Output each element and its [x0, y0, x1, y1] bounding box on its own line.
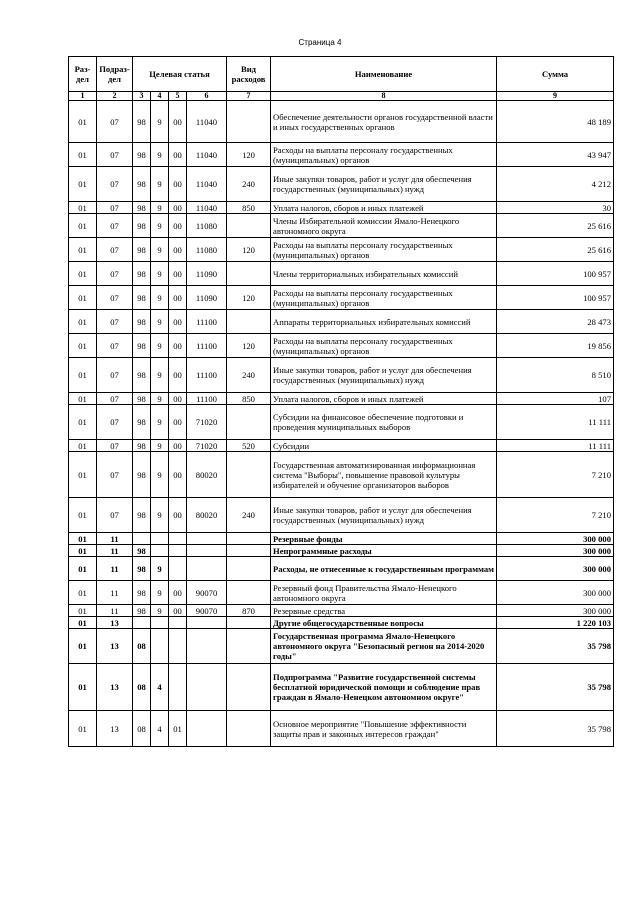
target-part3-cell: 00	[169, 393, 187, 405]
target-part4-cell: 11040	[187, 143, 227, 167]
target-part4-cell	[187, 557, 227, 581]
podrazdel-cell: 07	[97, 286, 133, 310]
target-part3-cell	[169, 533, 187, 545]
target-part1-cell	[133, 617, 151, 629]
target-part2-cell: 9	[151, 238, 169, 262]
sum-cell: 19 856	[497, 334, 614, 358]
target-part1-cell: 98	[133, 498, 151, 533]
table-row	[69, 358, 614, 393]
vid-cell	[227, 533, 271, 545]
podrazdel-cell: 07	[97, 498, 133, 533]
header-sum: Сумма	[497, 57, 614, 92]
target-part1-cell: 98	[133, 143, 151, 167]
target-part4-cell: 11090	[187, 286, 227, 310]
sum-cell: 100 957	[497, 262, 614, 286]
table-row	[69, 393, 614, 405]
target-part1-cell: 98	[133, 334, 151, 358]
header-razdel: Раз-дел	[69, 57, 97, 92]
sum-cell: 35 798	[497, 629, 614, 664]
name-cell: Расходы на выплаты персоналу государственных (муниципальных) органов	[271, 143, 497, 167]
table-row	[69, 143, 614, 167]
target-part2-cell: 9	[151, 143, 169, 167]
razdel-cell: 01	[69, 358, 97, 393]
name-cell: Подпрограмма "Развитие государственной системы бесплатной юридической помощи и соблюдение прав граждан в Ямало-Ненецком автономном округе"	[271, 664, 497, 711]
podrazdel-cell: 13	[97, 629, 133, 664]
podrazdel-cell: 07	[97, 101, 133, 143]
vid-cell	[227, 617, 271, 629]
target-part4-cell: 11040	[187, 202, 227, 214]
vid-cell	[227, 664, 271, 711]
sum-cell: 11 111	[497, 440, 614, 452]
target-part1-cell: 98	[133, 202, 151, 214]
vid-cell: 850	[227, 393, 271, 405]
budget-table	[68, 56, 614, 747]
col-number: 5	[169, 92, 187, 101]
header-podrazdel: Подраз-дел	[97, 57, 133, 92]
sum-cell: 107	[497, 393, 614, 405]
sum-cell: 25 616	[497, 214, 614, 238]
target-part1-cell: 98	[133, 452, 151, 498]
table-row	[69, 167, 614, 202]
vid-cell	[227, 545, 271, 557]
razdel-cell: 01	[69, 334, 97, 358]
target-part1-cell: 98	[133, 214, 151, 238]
target-part2-cell: 9	[151, 167, 169, 202]
sum-cell: 30	[497, 202, 614, 214]
name-cell: Расходы на выплаты персоналу государственных (муниципальных) органов	[271, 238, 497, 262]
podrazdel-cell: 07	[97, 214, 133, 238]
page-label: Страница 4	[298, 38, 342, 47]
razdel-cell: 01	[69, 581, 97, 605]
target-part4-cell: 11090	[187, 262, 227, 286]
table-row	[69, 334, 614, 358]
razdel-cell: 01	[69, 262, 97, 286]
target-part1-cell: 98	[133, 310, 151, 334]
name-cell: Уплата налогов, сборов и иных платежей	[271, 202, 497, 214]
podrazdel-cell: 07	[97, 358, 133, 393]
vid-cell	[227, 405, 271, 440]
name-cell: Другие общегосударственные вопросы	[271, 617, 497, 629]
target-part4-cell: 11040	[187, 101, 227, 143]
podrazdel-cell: 07	[97, 452, 133, 498]
podrazdel-cell: 07	[97, 167, 133, 202]
podrazdel-cell: 07	[97, 440, 133, 452]
target-part3-cell: 00	[169, 498, 187, 533]
podrazdel-cell: 07	[97, 143, 133, 167]
name-cell: Члены Избирательной комиссии Ямало-Ненецкого автономного округа	[271, 214, 497, 238]
header-row	[69, 57, 614, 92]
target-part4-cell: 11100	[187, 393, 227, 405]
target-part4-cell	[187, 711, 227, 747]
name-cell: Резервные фонды	[271, 533, 497, 545]
target-part2-cell: 9	[151, 440, 169, 452]
target-part2-cell	[151, 533, 169, 545]
target-part4-cell	[187, 617, 227, 629]
target-part4-cell: 80020	[187, 452, 227, 498]
target-part4-cell: 80020	[187, 498, 227, 533]
target-part1-cell: 98	[133, 440, 151, 452]
target-part3-cell: 01	[169, 711, 187, 747]
target-part2-cell: 4	[151, 711, 169, 747]
table-row	[69, 262, 614, 286]
razdel-cell: 01	[69, 557, 97, 581]
vid-cell	[227, 214, 271, 238]
header-target: Целевая статья	[133, 57, 227, 92]
col-number: 1	[69, 92, 97, 101]
podrazdel-cell: 07	[97, 310, 133, 334]
target-part4-cell: 11100	[187, 358, 227, 393]
target-part3-cell	[169, 617, 187, 629]
sum-cell: 35 798	[497, 711, 614, 747]
target-part2-cell: 9	[151, 101, 169, 143]
vid-cell: 120	[227, 143, 271, 167]
table-row	[69, 214, 614, 238]
name-cell: Резервные средства	[271, 605, 497, 617]
podrazdel-cell: 13	[97, 664, 133, 711]
name-cell: Субсидии на финансовое обеспечение подготовки и проведения муниципальных выборов	[271, 405, 497, 440]
razdel-cell: 01	[69, 533, 97, 545]
name-cell: Иные закупки товаров, работ и услуг для обеспечения государственных (муниципальных) нужд	[271, 167, 497, 202]
target-part4-cell	[187, 533, 227, 545]
target-part1-cell: 98	[133, 286, 151, 310]
target-part3-cell: 00	[169, 440, 187, 452]
table-row	[69, 605, 614, 617]
target-part4-cell: 11100	[187, 334, 227, 358]
table-row	[69, 440, 614, 452]
sum-cell: 8 510	[497, 358, 614, 393]
col-number: 3	[133, 92, 151, 101]
target-part3-cell: 00	[169, 286, 187, 310]
target-part2-cell: 9	[151, 452, 169, 498]
target-part4-cell	[187, 664, 227, 711]
target-part3-cell: 00	[169, 101, 187, 143]
razdel-cell: 01	[69, 167, 97, 202]
sum-cell: 300 000	[497, 545, 614, 557]
razdel-cell: 01	[69, 452, 97, 498]
target-part3-cell	[169, 664, 187, 711]
target-part3-cell: 00	[169, 143, 187, 167]
target-part2-cell	[151, 545, 169, 557]
name-cell: Расходы на выплаты персоналу государственных (муниципальных) органов	[271, 286, 497, 310]
vid-cell	[227, 557, 271, 581]
name-cell: Обеспечение деятельности органов государственной власти и иных государственных органов	[271, 101, 497, 143]
sum-cell: 7 210	[497, 452, 614, 498]
target-part3-cell: 00	[169, 202, 187, 214]
sum-cell: 300 000	[497, 557, 614, 581]
podrazdel-cell: 07	[97, 262, 133, 286]
podrazdel-cell: 13	[97, 617, 133, 629]
target-part1-cell: 98	[133, 238, 151, 262]
target-part3-cell	[169, 557, 187, 581]
target-part3-cell: 00	[169, 605, 187, 617]
razdel-cell: 01	[69, 440, 97, 452]
vid-cell	[227, 452, 271, 498]
name-cell: Государственная автоматизированная информационная система "Выборы", повышение правовой культуры избирателей и обучение организаторов выборов	[271, 452, 497, 498]
vid-cell	[227, 310, 271, 334]
target-part3-cell: 00	[169, 405, 187, 440]
razdel-cell: 01	[69, 214, 97, 238]
name-cell: Субсидии	[271, 440, 497, 452]
target-part3-cell: 00	[169, 581, 187, 605]
name-cell: Иные закупки товаров, работ и услуг для обеспечения государственных (муниципальных) нужд	[271, 358, 497, 393]
target-part4-cell: 90070	[187, 581, 227, 605]
vid-cell: 520	[227, 440, 271, 452]
sum-cell: 7 210	[497, 498, 614, 533]
col-number: 4	[151, 92, 169, 101]
target-part1-cell: 98	[133, 262, 151, 286]
target-part4-cell: 11040	[187, 167, 227, 202]
razdel-cell: 01	[69, 711, 97, 747]
target-part2-cell: 9	[151, 498, 169, 533]
target-part2-cell: 9	[151, 334, 169, 358]
razdel-cell: 01	[69, 629, 97, 664]
target-part3-cell: 00	[169, 358, 187, 393]
podrazdel-cell: 11	[97, 545, 133, 557]
name-cell: Члены территориальных избирательных комиссий	[271, 262, 497, 286]
target-part1-cell: 08	[133, 711, 151, 747]
razdel-cell: 01	[69, 143, 97, 167]
vid-cell: 870	[227, 605, 271, 617]
name-cell: Иные закупки товаров, работ и услуг для обеспечения государственных (муниципальных) нужд	[271, 498, 497, 533]
target-part1-cell: 98	[133, 557, 151, 581]
target-part3-cell	[169, 545, 187, 557]
razdel-cell: 01	[69, 545, 97, 557]
razdel-cell: 01	[69, 605, 97, 617]
vid-cell: 850	[227, 202, 271, 214]
target-part3-cell: 00	[169, 214, 187, 238]
table-row	[69, 101, 614, 143]
table-row	[69, 238, 614, 262]
table-row	[69, 664, 614, 711]
table-row	[69, 545, 614, 557]
target-part2-cell	[151, 629, 169, 664]
target-part2-cell: 9	[151, 605, 169, 617]
target-part4-cell: 71020	[187, 405, 227, 440]
razdel-cell: 01	[69, 664, 97, 711]
podrazdel-cell: 13	[97, 711, 133, 747]
target-part2-cell: 4	[151, 664, 169, 711]
table-row	[69, 557, 614, 581]
podrazdel-cell: 07	[97, 202, 133, 214]
sum-cell: 35 798	[497, 664, 614, 711]
col-number: 7	[227, 92, 271, 101]
vid-cell	[227, 711, 271, 747]
target-part4-cell: 90070	[187, 605, 227, 617]
sum-cell: 48 189	[497, 101, 614, 143]
column-number-row	[69, 92, 614, 101]
target-part2-cell: 9	[151, 202, 169, 214]
name-cell: Непрограммные расходы	[271, 545, 497, 557]
razdel-cell: 01	[69, 202, 97, 214]
target-part1-cell: 98	[133, 167, 151, 202]
target-part4-cell	[187, 629, 227, 664]
col-number: 8	[271, 92, 497, 101]
sum-cell: 25 616	[497, 238, 614, 262]
target-part2-cell: 9	[151, 581, 169, 605]
table-row	[69, 533, 614, 545]
target-part1-cell: 98	[133, 581, 151, 605]
sum-cell: 300 000	[497, 605, 614, 617]
target-part4-cell: 11080	[187, 214, 227, 238]
target-part2-cell: 9	[151, 262, 169, 286]
target-part3-cell	[169, 629, 187, 664]
target-part1-cell: 98	[133, 358, 151, 393]
name-cell: Аппараты территориальных избирательных комиссий	[271, 310, 497, 334]
target-part1-cell	[133, 533, 151, 545]
podrazdel-cell: 11	[97, 605, 133, 617]
target-part1-cell: 98	[133, 605, 151, 617]
table-row	[69, 405, 614, 440]
target-part3-cell: 00	[169, 262, 187, 286]
sum-cell: 1 220 103	[497, 617, 614, 629]
sum-cell: 11 111	[497, 405, 614, 440]
vid-cell: 240	[227, 498, 271, 533]
col-number: 9	[497, 92, 614, 101]
table-row	[69, 202, 614, 214]
col-number: 2	[97, 92, 133, 101]
target-part4-cell: 71020	[187, 440, 227, 452]
razdel-cell: 01	[69, 238, 97, 262]
target-part3-cell: 00	[169, 452, 187, 498]
header-vid: Вид расходов	[227, 57, 271, 92]
header-name: Наименование	[271, 57, 497, 92]
vid-cell	[227, 581, 271, 605]
sum-cell: 300 000	[497, 533, 614, 545]
table-row	[69, 498, 614, 533]
table-row	[69, 711, 614, 747]
target-part1-cell: 08	[133, 629, 151, 664]
target-part2-cell: 9	[151, 310, 169, 334]
target-part1-cell: 08	[133, 664, 151, 711]
podrazdel-cell: 07	[97, 334, 133, 358]
podrazdel-cell: 07	[97, 405, 133, 440]
name-cell: Резервный фонд Правительства Ямало-Ненецкого автономного округа	[271, 581, 497, 605]
sum-cell: 300 000	[497, 581, 614, 605]
target-part2-cell	[151, 617, 169, 629]
target-part3-cell: 00	[169, 310, 187, 334]
target-part2-cell: 9	[151, 286, 169, 310]
table-row	[69, 310, 614, 334]
vid-cell: 120	[227, 286, 271, 310]
razdel-cell: 01	[69, 393, 97, 405]
razdel-cell: 01	[69, 617, 97, 629]
sum-cell: 28 473	[497, 310, 614, 334]
target-part1-cell: 98	[133, 393, 151, 405]
name-cell: Уплата налогов, сборов и иных платежей	[271, 393, 497, 405]
vid-cell	[227, 629, 271, 664]
razdel-cell: 01	[69, 405, 97, 440]
table-row	[69, 617, 614, 629]
vid-cell: 120	[227, 238, 271, 262]
name-cell: Основное мероприятие "Повышение эффективности защиты прав и законных интересов граждан"	[271, 711, 497, 747]
name-cell: Расходы, не отнесенные к государственным программам	[271, 557, 497, 581]
table-row	[69, 286, 614, 310]
vid-cell: 240	[227, 167, 271, 202]
vid-cell	[227, 101, 271, 143]
sum-cell: 43 947	[497, 143, 614, 167]
target-part2-cell: 9	[151, 557, 169, 581]
podrazdel-cell: 07	[97, 393, 133, 405]
vid-cell	[227, 262, 271, 286]
name-cell: Государственная программа Ямало-Ненецкого автономного округа "Безопасный регион на 2014-2020 годы"	[271, 629, 497, 664]
target-part2-cell: 9	[151, 214, 169, 238]
target-part2-cell: 9	[151, 393, 169, 405]
name-cell: Расходы на выплаты персоналу государственных (муниципальных) органов	[271, 334, 497, 358]
target-part3-cell: 00	[169, 167, 187, 202]
target-part1-cell: 98	[133, 405, 151, 440]
razdel-cell: 01	[69, 310, 97, 334]
target-part1-cell: 98	[133, 101, 151, 143]
target-part1-cell: 98	[133, 545, 151, 557]
sum-cell: 4 212	[497, 167, 614, 202]
vid-cell: 240	[227, 358, 271, 393]
table-row	[69, 452, 614, 498]
podrazdel-cell: 11	[97, 581, 133, 605]
razdel-cell: 01	[69, 498, 97, 533]
podrazdel-cell: 11	[97, 533, 133, 545]
target-part2-cell: 9	[151, 405, 169, 440]
podrazdel-cell: 11	[97, 557, 133, 581]
table-row	[69, 581, 614, 605]
target-part4-cell	[187, 545, 227, 557]
target-part2-cell: 9	[151, 358, 169, 393]
table-row	[69, 629, 614, 664]
target-part3-cell: 00	[169, 238, 187, 262]
razdel-cell: 01	[69, 286, 97, 310]
target-part3-cell: 00	[169, 334, 187, 358]
col-number: 6	[187, 92, 227, 101]
target-part4-cell: 11080	[187, 238, 227, 262]
sum-cell: 100 957	[497, 286, 614, 310]
razdel-cell: 01	[69, 101, 97, 143]
vid-cell: 120	[227, 334, 271, 358]
target-part4-cell: 11100	[187, 310, 227, 334]
podrazdel-cell: 07	[97, 238, 133, 262]
